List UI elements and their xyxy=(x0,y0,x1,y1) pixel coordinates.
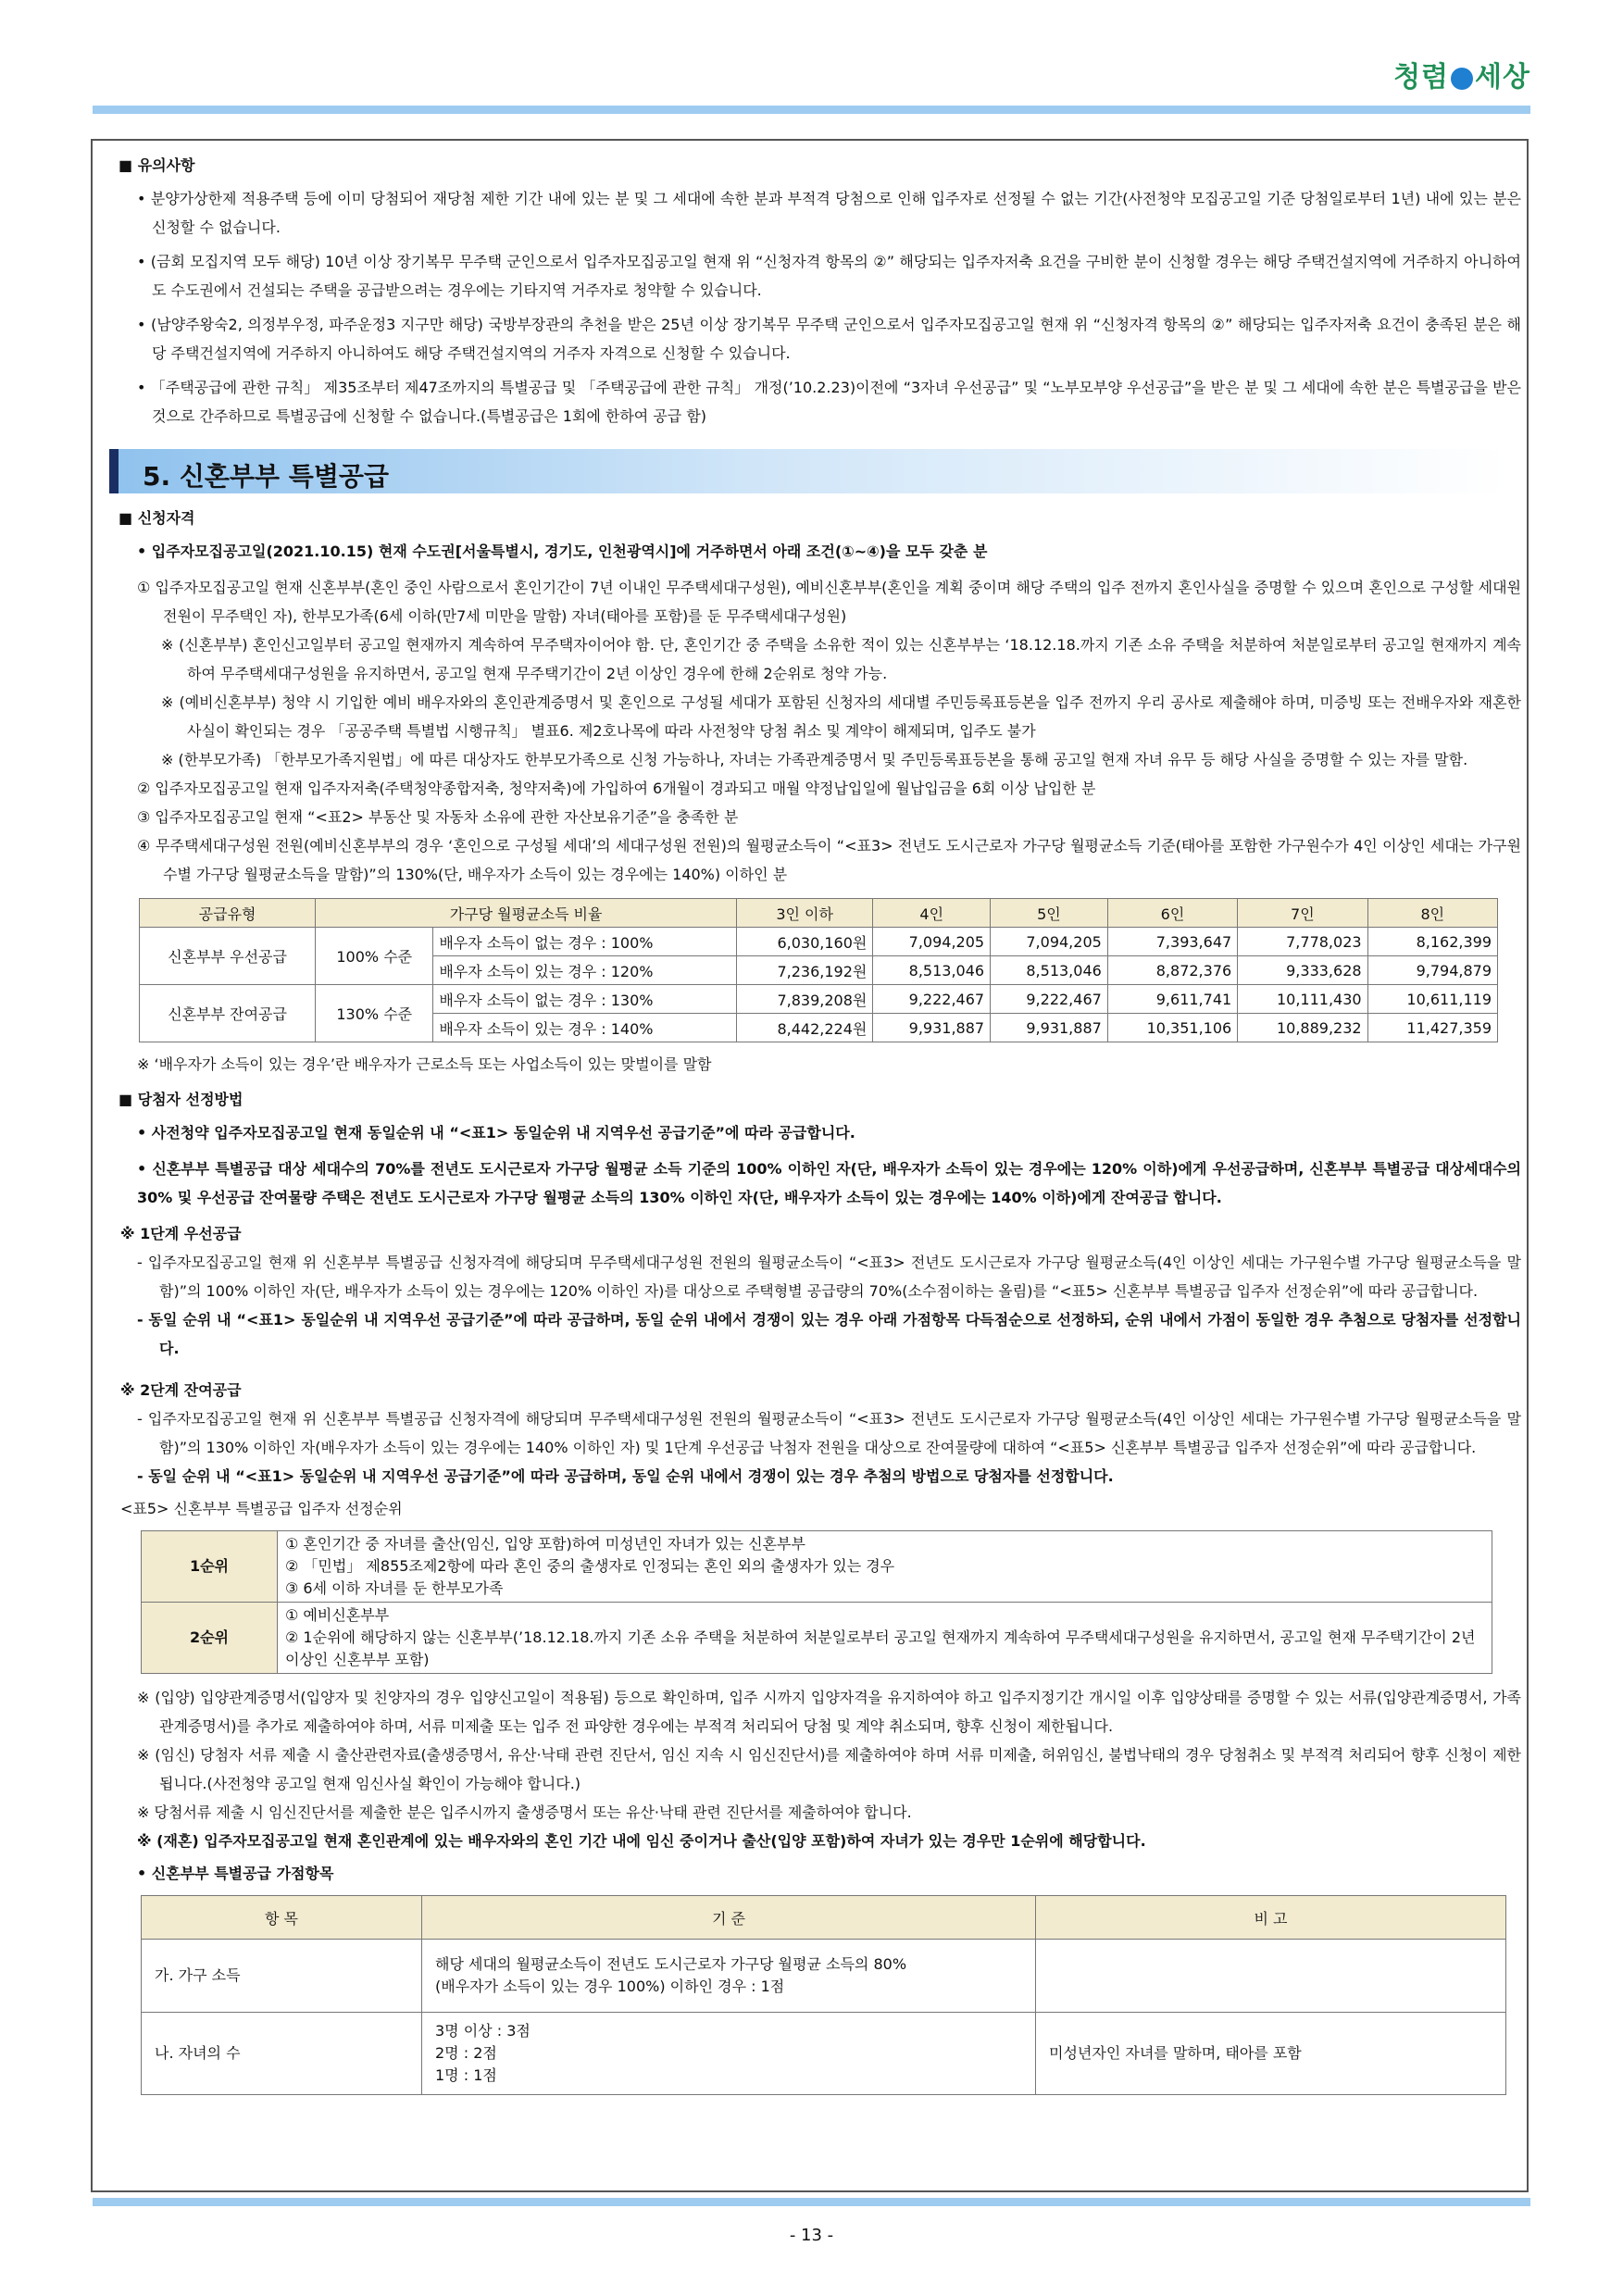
income-value: 7,236,192원 xyxy=(736,956,872,985)
section-title-text: 5. 신혼부부 특별공급 xyxy=(143,461,390,492)
header-cell: 7인 xyxy=(1238,899,1367,928)
score-item: 나. 자녀의 수 xyxy=(142,2013,422,2095)
table5-title: <표5> 신혼부부 특별공급 입주자 선정순위 xyxy=(120,1500,403,1517)
score-item: 가. 가구 소득 xyxy=(142,1940,422,2013)
ratio-level: 100% 수준 xyxy=(316,928,433,985)
rank-label: 2순위 xyxy=(142,1603,278,1674)
header-cell: 6인 xyxy=(1107,899,1237,928)
criteria-line: 1명 : 1점 xyxy=(435,2066,497,2084)
income-value: 10,611,119 xyxy=(1367,985,1497,1014)
stage1-heading: ※ 1단계 우선공급 xyxy=(120,1225,242,1242)
globe-icon xyxy=(1451,68,1473,90)
rank-item: ② 「민법」 제855조제2항에 따라 혼인 중의 출생자로 인정되는 혼인 외의 출생자가 있는 경우 xyxy=(285,1557,895,1575)
score-remark xyxy=(1036,1940,1506,2013)
income-value: 9,222,467 xyxy=(873,985,991,1014)
selection-bullet: • 신혼부부 특별공급 대상 세대수의 70%를 전년도 도시근로자 가구당 월평균 소득 기준의 100% 이하인 자(단, 배우자가 소득이 있는 경우에는 120% 이하)에게 우선공급하며, 신혼부부 특별공급 대상세대수의 30% 및 우선공급 잔여물량 주택은 전년도 도시근로자 가구당 월평균 소득의 130% 이하인 자(단, 배우자가 소득이 있는 경우에는 140% 이하)에게 잔여공급 합니다. xyxy=(137,1160,1521,1206)
income-value: 9,794,879 xyxy=(1367,956,1497,985)
rank-item: ② 1순위에 해당하지 않는 신혼부부(’18.12.18.까지 기존 소유 주택을 처분하여 처분일로부터 공고일 현재까지 계속하여 무주택세대구성원을 유지하면서, 공고일 현재 무주택기간이 2년 이상인 신혼부부 포함) xyxy=(285,1628,1476,1668)
header-cell: 항 목 xyxy=(142,1896,422,1940)
income-table xyxy=(139,898,1498,1042)
selection-note: ※ (임신) 당첨자 서류 제출 시 출산관련자료(출생증명서, 유산·낙태 관련 진단서, 임신 지속 시 임신진단서)를 제출하여야 하며 서류 미제출, 허위임신, 불법낙태의 경우 당첨취소 및 부적격 처리되어 향후 신청이 제한됩니다.(사전청약 공고일 현재 임신사실 확인이 가능해야 합니다.) xyxy=(137,1746,1521,1792)
caution-bullet: • 분양가상한제 적용주택 등에 이미 당첨되어 재당첨 제한 기간 내에 있는 분 및 그 세대에 속한 분과 부적격 당첨으로 인해 입주자로 선정될 수 없는 기간(사전청약 모집공고일 기준 당첨일로부터 1년) 내에 있는 분은 신청할 수 없습니다. xyxy=(137,190,1521,236)
condition-3: ③ 입주자모집공고일 현재 “<표2> 부동산 및 자동차 소유에 관한 자산보유기준”을 충족한 분 xyxy=(137,808,739,826)
header-cell: 공급유형 xyxy=(140,899,316,928)
criteria-line: 3명 이상 : 3점 xyxy=(435,2022,531,2040)
header-divider xyxy=(93,106,1530,114)
condition-1-note: ※ (예비신혼부부) 청약 시 기입한 예비 배우자와의 혼인관계증명서 및 혼인으로 구성될 세대가 포함된 신청자의 세대별 주민등록표등본을 입주 전까지 우리 공사로 제출해야 하며, 미증빙 또는 전배우자와 재혼한 사실이 확인되는 경우 「공공주택 특별법 시행규칙」 별표6. 제2호나목에 따라 사전청약 당첨 취소 및 계약이 해제되며, 입주도 불가 xyxy=(161,693,1521,740)
income-value: 9,611,741 xyxy=(1107,985,1237,1014)
condition-1-note: ※ (한부모가족) 「한부모가족지원법」에 따른 대상자도 한부모가족으로 신청 가능하나, 자녀는 가족관계증명서 및 주민등록표등본을 통해 공고일 현재 자녀 유무 등 해당 사실을 증명할 수 있는 자를 말함. xyxy=(161,751,1468,768)
spouse-condition: 배우자 소득이 없는 경우 : 130% xyxy=(433,985,737,1014)
rank-item: ③ 6세 이하 자녀를 둔 한부모가족 xyxy=(285,1579,504,1597)
income-value: 11,427,359 xyxy=(1367,1014,1497,1042)
supply-type: 신혼부부 잔여공급 xyxy=(140,985,316,1042)
caution-heading: ■ 유의사항 xyxy=(119,156,195,174)
stage2-item: - 동일 순위 내 “<표1> 동일순위 내 지역우선 공급기준”에 따라 공급하며, 동일 순위 내에서 경쟁이 있는 경우 추첨의 방법으로 당첨자를 선정합니다. xyxy=(137,1467,1114,1485)
condition-4: ④ 무주택세대구성원 전원(예비신혼부부의 경우 ‘혼인으로 구성될 세대’의 세대구성원 전원)의 월평균소득이 “<표3> 전년도 도시근로자 가구당 월평균소득 기준(태아를 포함한 가구원수가 4인 이상인 세대는 가구원수별 가구당 월평균소득을 말함)”의 130%(단, 배우자가 소득이 있는 경우에는 140%) 이하인 분 xyxy=(137,837,1521,883)
rank-table xyxy=(141,1530,1492,1674)
income-value: 10,111,430 xyxy=(1238,985,1367,1014)
spouse-condition: 배우자 소득이 있는 경우 : 120% xyxy=(433,956,737,985)
header-cell: 기 준 xyxy=(422,1896,1036,1940)
header-cell: 4인 xyxy=(873,899,991,928)
income-value: 8,513,046 xyxy=(873,956,991,985)
condition-1-note: ※ (신혼부부) 혼인신고일부터 공고일 현재까지 계속하여 무주택자이어야 함. 단, 혼인기간 중 주택을 소유한 적이 있는 신혼부부는 ‘18.12.18.까지 기존 소유 주택을 처분하여 처분일로부터 공고일 현재까지 계속하여 무주택세대구성원을 유지하면서, 공고일 현재 무주택기간이 2년 이상인 경우에 한해 2순위로 청약 가능. xyxy=(161,636,1521,682)
income-value: 8,442,224원 xyxy=(736,1014,872,1042)
rank-criteria xyxy=(278,1531,1492,1603)
condition-2: ② 입주자모집공고일 현재 입주자저축(주택청약종합저축, 청약저축)에 가입하여 6개월이 경과되고 매월 약정납입일에 월납입금을 6회 이상 납입한 분 xyxy=(137,780,1096,797)
income-value: 7,393,647 xyxy=(1107,928,1237,956)
criteria-line: 2명 : 2점 xyxy=(435,2044,497,2062)
spouse-condition: 배우자 소득이 없는 경우 : 100% xyxy=(433,928,737,956)
selection-note: ※ (입양) 입양관계증명서(입양자 및 친양자의 경우 입양신고일이 적용됨) 등으로 확인하며, 입주 시까지 입양자격을 유지하여야 하고 입주지정기간 개시일 이후 입양상태를 증명할 수 있는 서류(입양관계증명서, 가족관계증명서)를 추가로 제출하여야 하며, 서류 미제출 또는 입주 전 파양한 경우에는 부적격 처리되어 당첨 및 계약 취소되며, 향후 신청이 제한됩니다. xyxy=(137,1689,1521,1735)
rank-item: ① 예비신혼부부 xyxy=(285,1606,390,1624)
table-row xyxy=(142,1940,1506,2013)
income-value: 8,513,046 xyxy=(991,956,1108,985)
rank-criteria xyxy=(278,1603,1492,1674)
page-content xyxy=(109,148,1521,2095)
income-value: 10,889,232 xyxy=(1238,1014,1367,1042)
eligibility-lead: • 입주자모집공고일(2021.10.15) 현재 수도권[서울특별시, 경기도, 인천광역시]에 거주하면서 아래 조건(①~④)을 모두 갖춘 분 xyxy=(137,543,988,560)
remarriage-note: ※ (재혼) 입주자모집공고일 현재 혼인관계에 있는 배우자와의 혼인 기간 내에 임신 중이거나 출산(입양 포함)하여 자녀가 있는 경우만 1순위에 해당합니다. xyxy=(137,1832,1146,1850)
criteria-line: (배우자가 소득이 있는 경우 100%) 이하인 경우 : 1점 xyxy=(435,1978,785,1995)
brand-logo: 청렴 세상 xyxy=(1393,61,1530,94)
stage2-heading: ※ 2단계 잔여공급 xyxy=(120,1381,242,1399)
section-title xyxy=(109,449,1521,493)
score-criteria xyxy=(422,2013,1036,2095)
header-cell: 8인 xyxy=(1367,899,1497,928)
income-value: 7,094,205 xyxy=(991,928,1108,956)
condition-1: ① 입주자모집공고일 현재 신혼부부(혼인 중인 사람으로서 혼인기간이 7년 이내인 무주택세대구성원), 예비신혼부부(혼인을 계획 중이며 해당 주택의 입주 전까지 혼인사실을 증명할 수 있으며 혼인으로 구성할 세대원 전원이 무주택인 자), 한부모가족(6세 이하(만7세 미만을 말함) 자녀(태아를 포함)를 둔 무주택세대구성원) xyxy=(137,579,1521,625)
rank-label: 1순위 xyxy=(142,1531,278,1603)
score-table xyxy=(141,1895,1506,2095)
income-value: 9,333,628 xyxy=(1238,956,1367,985)
income-value: 9,931,887 xyxy=(873,1014,991,1042)
income-value: 9,222,467 xyxy=(991,985,1108,1014)
table-row xyxy=(142,1531,1492,1603)
income-value: 7,094,205 xyxy=(873,928,991,956)
score-table-header xyxy=(142,1896,1506,1940)
header-cell: 가구당 월평균소득 비율 xyxy=(316,899,737,928)
criteria-line: 해당 세대의 월평균소득이 전년도 도시근로자 가구당 월평균 소득의 80% xyxy=(435,1955,907,1973)
header-cell: 5인 xyxy=(991,899,1108,928)
section-title-accent xyxy=(109,449,119,493)
income-value: 8,162,399 xyxy=(1367,928,1497,956)
score-remark: 미성년자인 자녀를 말하며, 태아를 포함 xyxy=(1036,2013,1506,2095)
stage2-item: - 입주자모집공고일 현재 위 신혼부부 특별공급 신청자격에 해당되며 무주택세대구성원 전원의 월평균소득이 “<표3> 전년도 도시근로자 가구당 월평균소득(4인 이상인 세대는 가구원수별 가구당 월평균소득을 말함)”의 130% 이하인 자(배우자가 소득이 있는 경우에는 140% 이하인 자) 및 1단계 우선공급 낙첨자 전원을 대상으로 잔여물량에 대하여 “<표5> 신혼부부 특별공급 입주자 선정순위”에 따라 공급합니다. xyxy=(137,1410,1521,1456)
caution-bullet: • (금회 모집지역 모두 해당) 10년 이상 장기복무 무주택 군인으로서 입주자모집공고일 현재 위 “신청자격 항목의 ②” 해당되는 입주자저축 요건을 구비한 분이 신청할 경우는 해당 주택건설지역에 거주하지 아니하여도 수도권에서 건설되는 주택을 공급받으려는 경우에는 기타지역 거주자로 청약할 수 있습니다. xyxy=(137,253,1521,299)
table-row xyxy=(140,928,1498,956)
income-value: 10,351,106 xyxy=(1107,1014,1237,1042)
income-table-header xyxy=(140,899,1498,928)
selection-bullet: • 사전청약 입주자모집공고일 현재 동일순위 내 “<표1> 동일순위 내 지역우선 공급기준”에 따라 공급합니다. xyxy=(137,1124,855,1142)
table-row xyxy=(142,1603,1492,1674)
selection-heading: ■ 당첨자 선정방법 xyxy=(119,1091,243,1108)
income-note: ※ ‘배우자가 소득이 있는 경우’란 배우자가 근로소득 또는 사업소득이 있는 맞벌이를 말함 xyxy=(137,1055,712,1073)
stage1-item: - 입주자모집공고일 현재 위 신혼부부 특별공급 신청자격에 해당되며 무주택세대구성원 전원의 월평균소득이 “<표3> 전년도 도시근로자 가구당 월평균소득(4인 이상인 세대는 가구원수별 가구당 월평균소득을 말함)”의 100% 이하인 자(단, 배우자가 소득이 있는 경우에는 120% 이하인 자)를 대상으로 주택형별 공급량의 70%(소수점이하는 올림)를 “<표5> 신혼부부 특별공급 입주자 선정순위”에 따라 공급합니다. xyxy=(137,1254,1521,1300)
income-value: 6,030,160원 xyxy=(736,928,872,956)
page-number: - 13 - xyxy=(789,2226,834,2245)
selection-note: ※ 당첨서류 제출 시 임신진단서를 제출한 분은 입주시까지 출생증명서 또는 유산·낙태 관련 진단서를 제출하여야 합니다. xyxy=(137,1803,912,1821)
spouse-condition: 배우자 소득이 있는 경우 : 140% xyxy=(433,1014,737,1042)
caution-bullet: • 「주택공급에 관한 규칙」 제35조부터 제47조까지의 특별공급 및 「주택공급에 관한 규칙」 개정(’10.2.23)이전에 “3자녀 우선공급” 및 “노부모부양 우선공급”을 받은 분 및 그 세대에 속한 분은 특별공급을 받은 것으로 간주하므로 특별공급에 신청할 수 없습니다.(특별공급은 1회에 한하여 공급 함) xyxy=(137,379,1521,425)
score-criteria xyxy=(422,1940,1036,2013)
table-row xyxy=(142,2013,1506,2095)
ratio-level: 130% 수준 xyxy=(316,985,433,1042)
stage1-item: - 동일 순위 내 “<표1> 동일순위 내 지역우선 공급기준”에 따라 공급하며, 동일 순위 내에서 경쟁이 있는 경우 아래 가점항목 다득점순으로 선정하되, 순위 내에서 가점이 동일한 경우 추첨으로 당첨자를 선정합니다. xyxy=(137,1311,1521,1357)
header-cell: 3인 이하 xyxy=(736,899,872,928)
table-row xyxy=(140,985,1498,1014)
income-value: 9,931,887 xyxy=(991,1014,1108,1042)
footer-divider xyxy=(93,2198,1530,2206)
income-value: 8,872,376 xyxy=(1107,956,1237,985)
rank-item: ① 혼인기간 중 자녀를 출산(임신, 입양 포함)하여 미성년인 자녀가 있는 신혼부부 xyxy=(285,1535,805,1553)
score-heading: • 신혼부부 특별공급 가점항목 xyxy=(137,1865,334,1882)
header-cell: 비 고 xyxy=(1036,1896,1506,1940)
caution-bullet: • (남양주왕숙2, 의정부우정, 파주운정3 지구만 해당) 국방부장관의 추천을 받은 25년 이상 장기복무 무주택 군인으로서 입주자모집공고일 현재 위 “신청자격 항목의 ②” 해당되는 입주자저축 요건이 충족된 분은 해당 주택건설지역에 거주하지 아니하여도 해당 주택건설지역의 거주자 자격으로 신청할 수 있습니다. xyxy=(137,316,1521,362)
income-value: 7,839,208원 xyxy=(736,985,872,1014)
supply-type: 신혼부부 우선공급 xyxy=(140,928,316,985)
eligibility-heading: ■ 신청자격 xyxy=(119,509,195,527)
income-value: 7,778,023 xyxy=(1238,928,1367,956)
